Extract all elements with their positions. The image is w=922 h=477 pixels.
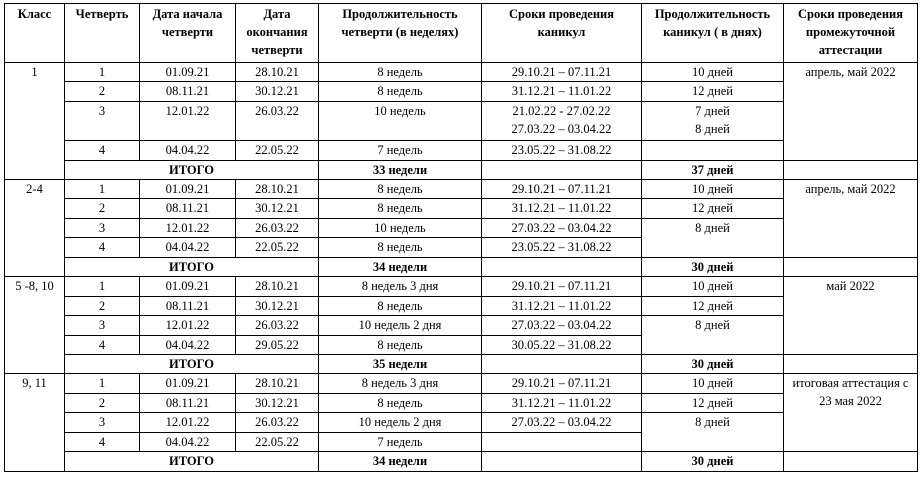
end-date-cell: 29.05.22 xyxy=(236,335,319,354)
duration-cell: 8 недель xyxy=(319,393,482,412)
attestation-cell: май 2022 xyxy=(784,277,918,355)
end-date-cell: 30.12.21 xyxy=(236,82,319,101)
table-row xyxy=(5,218,918,237)
vacation-dates-cell: 31.12.21 – 11.01.22 xyxy=(482,199,642,218)
table-row xyxy=(5,413,918,432)
quarter-cell: 3 xyxy=(65,101,140,140)
end-date-cell: 28.10.21 xyxy=(236,179,319,198)
empty-cell xyxy=(784,452,918,472)
start-date-cell: 12.01.22 xyxy=(140,316,236,335)
class-cell: 9, 11 xyxy=(5,374,65,472)
class-cell: 1 xyxy=(5,63,65,180)
table-row xyxy=(5,179,918,198)
vacation-length-cell: 10 дней xyxy=(642,179,784,198)
end-date-cell: 26.03.22 xyxy=(236,218,319,237)
header-duration: Продолжительность четверти (в неделях) xyxy=(319,4,482,63)
duration-cell: 7 недель xyxy=(319,432,482,451)
end-date-cell: 22.05.22 xyxy=(236,432,319,451)
vacation-dates-cell: 29.10.21 – 07.11.21 xyxy=(482,63,642,82)
vacation-length-cell: 10 дней xyxy=(642,63,784,82)
vacation-length-cell: 12 дней xyxy=(642,393,784,412)
end-date-cell: 30.12.21 xyxy=(236,393,319,412)
total-label: ИТОГО xyxy=(65,160,319,179)
duration-cell: 10 недель 2 дня xyxy=(319,413,482,432)
duration-cell: 8 недель xyxy=(319,199,482,218)
duration-cell: 8 недель xyxy=(319,296,482,315)
total-row xyxy=(5,257,918,276)
vacation-dates-cell: 31.12.21 – 11.01.22 xyxy=(482,296,642,315)
start-date-cell: 01.09.21 xyxy=(140,277,236,296)
empty-cell xyxy=(482,452,642,472)
duration-cell: 8 недель xyxy=(319,82,482,101)
class-cell: 2-4 xyxy=(5,179,65,276)
vacation-length-line: 8 дней xyxy=(695,121,730,136)
table-row xyxy=(5,141,918,160)
class-cell: 5 -8, 10 xyxy=(5,277,65,374)
vacation-length-cell: 12 дней xyxy=(642,296,784,315)
vacation-dates-cell xyxy=(482,432,642,451)
end-date-cell: 30.12.21 xyxy=(236,199,319,218)
duration-cell: 8 недель xyxy=(319,63,482,82)
quarter-cell: 1 xyxy=(65,179,140,198)
total-days: 30 дней xyxy=(642,257,784,276)
duration-cell: 8 недель xyxy=(319,179,482,198)
total-weeks: 33 недели xyxy=(319,160,482,179)
total-days: 30 дней xyxy=(642,452,784,472)
vacation-dates-line: 27.03.22 – 03.04.22 xyxy=(511,121,612,136)
quarter-cell: 4 xyxy=(65,141,140,160)
empty-cell xyxy=(784,257,918,276)
header-end-date: Дата окончания четверти xyxy=(236,4,319,63)
vacation-length-cell: 10 дней xyxy=(642,374,784,393)
quarter-cell: 1 xyxy=(65,63,140,82)
end-date-cell: 22.05.22 xyxy=(236,238,319,257)
duration-cell: 10 недель xyxy=(319,218,482,237)
duration-cell: 8 недель 3 дня xyxy=(319,277,482,296)
vacation-length-cell: 8 дней xyxy=(642,316,784,355)
start-date-cell: 01.09.21 xyxy=(140,179,236,198)
attestation-cell: апрель, май 2022 xyxy=(784,63,918,161)
start-date-cell: 01.09.21 xyxy=(140,63,236,82)
header-attestation: Сроки проведения промежуточной аттестации xyxy=(784,4,918,63)
vacation-dates-cell: 27.03.22 – 03.04.22 xyxy=(482,218,642,237)
total-label: ИТОГО xyxy=(65,257,319,276)
duration-cell: 8 недель 3 дня xyxy=(319,374,482,393)
header-start-date: Дата начала четверти xyxy=(140,4,236,63)
empty-cell xyxy=(784,355,918,374)
empty-cell xyxy=(482,257,642,276)
start-date-cell: 01.09.21 xyxy=(140,374,236,393)
table-row xyxy=(5,374,918,393)
duration-cell: 8 недель xyxy=(319,335,482,354)
quarter-cell: 2 xyxy=(65,296,140,315)
total-label: ИТОГО xyxy=(65,452,319,472)
total-row xyxy=(5,160,918,179)
table-row xyxy=(5,63,918,82)
vacation-length-cell: 8 дней xyxy=(642,218,784,257)
vacation-length-line: 7 дней xyxy=(695,103,730,118)
duration-cell: 10 недель xyxy=(319,101,482,140)
table-row xyxy=(5,199,918,218)
vacation-dates-cell: 31.12.21 – 11.01.22 xyxy=(482,82,642,101)
vacation-length-cell: 8 дней xyxy=(642,413,784,452)
start-date-cell: 08.11.21 xyxy=(140,296,236,315)
start-date-cell: 04.04.22 xyxy=(140,335,236,354)
vacation-length-cell: 12 дней xyxy=(642,82,784,101)
end-date-cell: 28.10.21 xyxy=(236,277,319,296)
duration-cell: 10 недель 2 дня xyxy=(319,316,482,335)
total-days: 30 дней xyxy=(642,355,784,374)
start-date-cell: 04.04.22 xyxy=(140,238,236,257)
quarter-cell: 3 xyxy=(65,218,140,237)
total-row xyxy=(5,355,918,374)
empty-cell xyxy=(482,160,642,179)
quarter-cell: 2 xyxy=(65,82,140,101)
quarter-cell: 1 xyxy=(65,277,140,296)
start-date-cell: 04.04.22 xyxy=(140,432,236,451)
empty-cell xyxy=(784,160,918,179)
quarter-cell: 3 xyxy=(65,413,140,432)
start-date-cell: 12.01.22 xyxy=(140,413,236,432)
vacation-dates-cell: 23.05.22 – 31.08.22 xyxy=(482,238,642,257)
table-row xyxy=(5,82,918,101)
attestation-cell: итоговая аттестация с 23 мая 2022 xyxy=(784,374,918,452)
quarter-cell: 3 xyxy=(65,316,140,335)
vacation-dates-cell: 31.12.21 – 11.01.22 xyxy=(482,393,642,412)
end-date-cell: 26.03.22 xyxy=(236,413,319,432)
end-date-cell: 26.03.22 xyxy=(236,316,319,335)
vacation-length-cell xyxy=(642,101,784,140)
end-date-cell: 30.12.21 xyxy=(236,296,319,315)
start-date-cell: 12.01.22 xyxy=(140,101,236,140)
header-quarter: Четверть xyxy=(65,4,140,63)
table-row xyxy=(5,296,918,315)
start-date-cell: 08.11.21 xyxy=(140,82,236,101)
end-date-cell: 22.05.22 xyxy=(236,141,319,160)
quarter-cell: 4 xyxy=(65,335,140,354)
start-date-cell: 04.04.22 xyxy=(140,141,236,160)
end-date-cell: 26.03.22 xyxy=(236,101,319,140)
start-date-cell: 12.01.22 xyxy=(140,218,236,237)
quarter-cell: 4 xyxy=(65,432,140,451)
table-row xyxy=(5,277,918,296)
table-row xyxy=(5,101,918,140)
total-weeks: 35 недели xyxy=(319,355,482,374)
vacation-dates-cell: 29.10.21 – 07.11.21 xyxy=(482,179,642,198)
end-date-cell: 28.10.21 xyxy=(236,63,319,82)
header-row xyxy=(5,4,918,63)
vacation-length-cell xyxy=(642,141,784,160)
schedule-table xyxy=(4,3,918,472)
total-row xyxy=(5,452,918,472)
start-date-cell: 08.11.21 xyxy=(140,199,236,218)
quarter-cell: 2 xyxy=(65,199,140,218)
total-days: 37 дней xyxy=(642,160,784,179)
vacation-dates-cell: 30.05.22 – 31.08.22 xyxy=(482,335,642,354)
total-weeks: 34 недели xyxy=(319,257,482,276)
header-vacation-dates: Сроки проведения каникул xyxy=(482,4,642,63)
vacation-dates-cell: 29.10.21 – 07.11.21 xyxy=(482,277,642,296)
quarter-cell: 1 xyxy=(65,374,140,393)
quarter-cell: 4 xyxy=(65,238,140,257)
vacation-dates-cell: 27.03.22 – 03.04.22 xyxy=(482,316,642,335)
duration-cell: 8 недель xyxy=(319,238,482,257)
quarter-cell: 2 xyxy=(65,393,140,412)
vacation-dates-line: 21.02.22 - 27.02.22 xyxy=(512,103,611,118)
empty-cell xyxy=(482,355,642,374)
table-row xyxy=(5,393,918,412)
attestation-cell: апрель, май 2022 xyxy=(784,179,918,257)
header-class: Класс xyxy=(5,4,65,63)
header-vacation-length: Продолжительность каникул ( в днях) xyxy=(642,4,784,63)
vacation-length-cell: 10 дней xyxy=(642,277,784,296)
vacation-dates-cell: 29.10.21 – 07.11.21 xyxy=(482,374,642,393)
vacation-dates-cell xyxy=(482,101,642,140)
vacation-dates-cell: 27.03.22 – 03.04.22 xyxy=(482,413,642,432)
start-date-cell: 08.11.21 xyxy=(140,393,236,412)
vacation-length-cell: 12 дней xyxy=(642,199,784,218)
duration-cell: 7 недель xyxy=(319,141,482,160)
table-row xyxy=(5,316,918,335)
end-date-cell: 28.10.21 xyxy=(236,374,319,393)
vacation-dates-cell: 23.05.22 – 31.08.22 xyxy=(482,141,642,160)
total-weeks: 34 недели xyxy=(319,452,482,472)
total-label: ИТОГО xyxy=(65,355,319,374)
